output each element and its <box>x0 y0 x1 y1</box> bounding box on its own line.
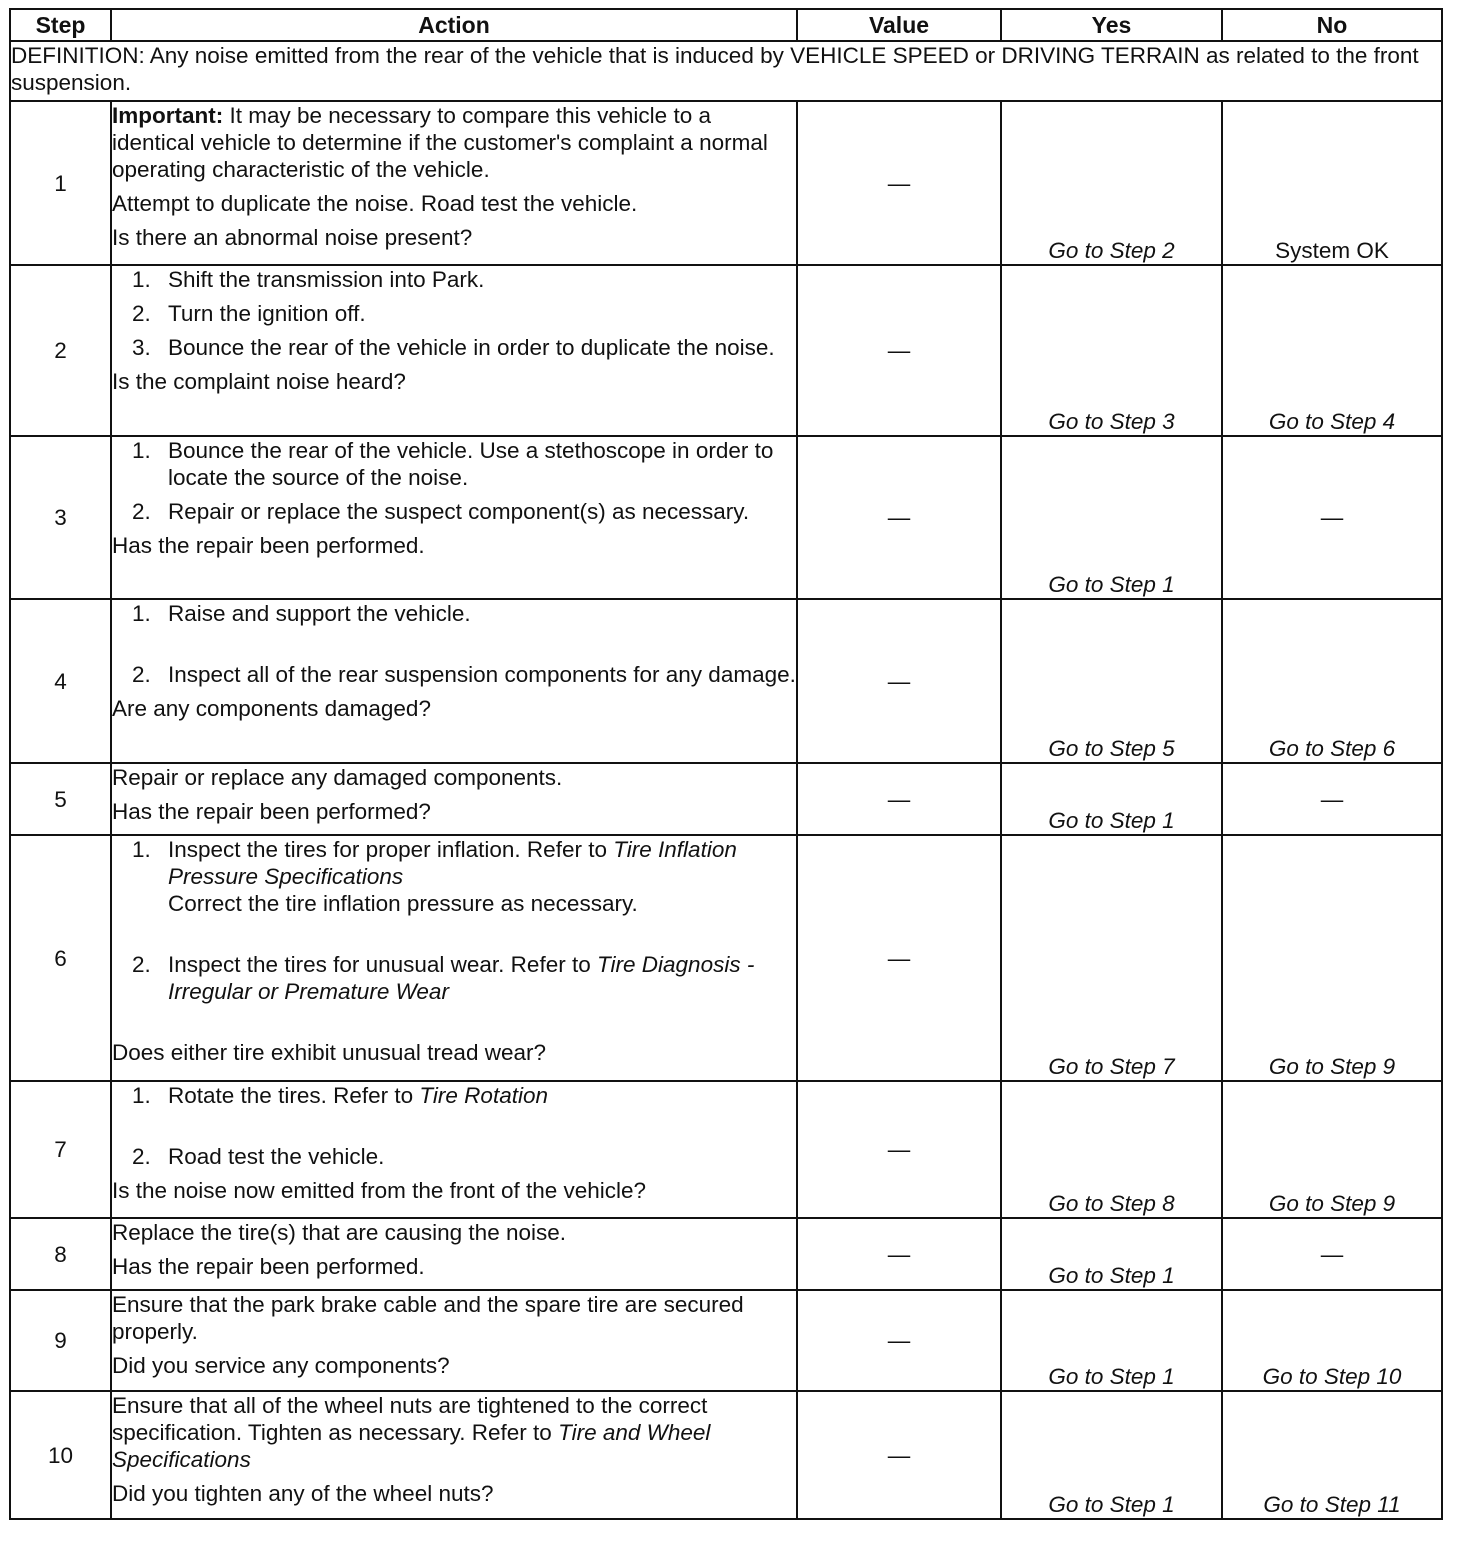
important-text: It may be necessary to compare this vehicle to a identical vehicle to determine if the customer's complaint a normal operating characteristic of the vehicle. <box>112 103 768 182</box>
diagnostic-table <box>9 8 1443 1520</box>
action-line: Repair or replace any damaged components. <box>112 765 563 790</box>
action-question: Has the repair been performed. <box>112 1254 425 1279</box>
value-cell: — <box>797 436 1001 599</box>
reference-link: Tire Rotation <box>419 1083 548 1108</box>
action-question: Is the noise now emitted from the front of the vehicle? <box>112 1178 647 1203</box>
action-sub-line: Correct the tire inflation pressure as necessary. <box>168 891 638 916</box>
value-cell: — <box>797 599 1001 763</box>
no-result: Go to Step 4 <box>1222 265 1442 436</box>
value-cell: — <box>797 101 1001 265</box>
table-row <box>10 763 1442 835</box>
no-result: — <box>1222 1218 1442 1290</box>
table-row <box>10 835 1442 1081</box>
action-list-item: 3. Bounce the rear of the vehicle in order to duplicate the noise. <box>132 335 775 360</box>
table-row <box>10 1391 1442 1519</box>
table-row <box>10 1290 1442 1391</box>
no-result: System OK <box>1222 101 1442 265</box>
action-line: Ensure that the park brake cable and the spare tire are secured properly. <box>112 1292 744 1344</box>
no-result: — <box>1222 436 1442 599</box>
step-number: 8 <box>10 1218 111 1290</box>
action-question: Are any components damaged? <box>112 696 431 721</box>
action-list-item: 2. Repair or replace the suspect component(s) as necessary. <box>132 499 750 524</box>
action-cell <box>111 265 797 436</box>
yes-result: Go to Step 1 <box>1001 1218 1222 1290</box>
header-step: Step <box>10 9 111 41</box>
no-result: Go to Step 11 <box>1222 1391 1442 1519</box>
table-row <box>10 1081 1442 1218</box>
action-question: Does either tire exhibit unusual tread wear? <box>112 1040 546 1065</box>
header-action: Action <box>111 9 797 41</box>
action-cell <box>111 1081 797 1218</box>
yes-result: Go to Step 1 <box>1001 1290 1222 1391</box>
step-number: 4 <box>10 599 111 763</box>
action-line: Ensure that all of the wheel nuts are tightened to the correct specification. Tighten as necessary. Refer to Tire and Wheel Specifications <box>112 1393 711 1472</box>
step-number: 1 <box>10 101 111 265</box>
action-cell <box>111 101 797 265</box>
yes-result: Go to Step 1 <box>1001 1391 1222 1519</box>
step-number: 9 <box>10 1290 111 1391</box>
action-cell <box>111 763 797 835</box>
reference-link: Tire Diagnosis - Irregular or Premature Wear <box>168 952 755 1004</box>
table-row <box>10 599 1442 763</box>
step-number: 6 <box>10 835 111 1081</box>
action-list-item: 1. Raise and support the vehicle. <box>132 601 471 626</box>
table-row <box>10 436 1442 599</box>
action-question: Has the repair been performed? <box>112 799 431 824</box>
definition-row <box>10 41 1442 101</box>
action-question: Did you service any components? <box>112 1353 450 1378</box>
yes-result: Go to Step 2 <box>1001 101 1222 265</box>
action-line: Attempt to duplicate the noise. Road test the vehicle. <box>112 191 638 216</box>
action-question: Is there an abnormal noise present? <box>112 225 473 250</box>
action-list-item: 1. Rotate the tires. Refer to Tire Rotation <box>132 1083 548 1108</box>
table-row <box>10 265 1442 436</box>
no-result: Go to Step 6 <box>1222 599 1442 763</box>
important-note <box>112 102 796 183</box>
action-list-item: 2. Road test the vehicle. <box>132 1144 385 1169</box>
header-row <box>10 9 1442 41</box>
value-cell: — <box>797 763 1001 835</box>
step-number: 7 <box>10 1081 111 1218</box>
step-number: 2 <box>10 265 111 436</box>
step-number: 3 <box>10 436 111 599</box>
action-list-item: 1. Shift the transmission into Park. <box>132 267 485 292</box>
action-cell <box>111 1218 797 1290</box>
step-number: 10 <box>10 1391 111 1519</box>
action-cell <box>111 1290 797 1391</box>
reference-link: Tire Inflation Pressure Specifications <box>168 837 737 889</box>
no-result: Go to Step 9 <box>1222 835 1442 1081</box>
value-cell: — <box>797 1218 1001 1290</box>
value-cell: — <box>797 835 1001 1081</box>
action-line: Replace the tire(s) that are causing the noise. <box>112 1220 566 1245</box>
yes-result: Go to Step 8 <box>1001 1081 1222 1218</box>
reference-link: Tire and Wheel Specifications <box>112 1420 711 1472</box>
table-row <box>10 1218 1442 1290</box>
action-list-item: 2. Turn the ignition off. <box>132 301 366 326</box>
header-yes: Yes <box>1001 9 1222 41</box>
action-list-item: 2. Inspect the tires for unusual wear. Refer to Tire Diagnosis - Irregular or Premature Wear <box>132 952 755 1004</box>
header-value: Value <box>797 9 1001 41</box>
step-number: 5 <box>10 763 111 835</box>
definition-text: DEFINITION: Any noise emitted from the rear of the vehicle that is induced by VEHICLE SPEED or DRIVING TERRAIN as related to the front suspension. <box>10 41 1442 101</box>
no-result: — <box>1222 763 1442 835</box>
value-cell: — <box>797 1081 1001 1218</box>
no-result: Go to Step 10 <box>1222 1290 1442 1391</box>
action-cell <box>111 436 797 599</box>
value-cell: — <box>797 1290 1001 1391</box>
no-result: Go to Step 9 <box>1222 1081 1442 1218</box>
action-cell <box>111 599 797 763</box>
action-question: Has the repair been performed. <box>112 533 425 558</box>
action-question: Is the complaint noise heard? <box>112 369 406 394</box>
value-cell: — <box>797 265 1001 436</box>
yes-result: Go to Step 1 <box>1001 763 1222 835</box>
header-no: No <box>1222 9 1442 41</box>
action-cell <box>111 835 797 1081</box>
table-row <box>10 101 1442 265</box>
yes-result: Go to Step 1 <box>1001 436 1222 599</box>
action-list-item: 2. Inspect all of the rear suspension components for any damage. <box>132 662 796 687</box>
important-label: Important: <box>112 103 224 128</box>
yes-result: Go to Step 3 <box>1001 265 1222 436</box>
action-question: Did you tighten any of the wheel nuts? <box>112 1481 494 1506</box>
value-cell: — <box>797 1391 1001 1519</box>
action-list-item: 1. Inspect the tires for proper inflation. Refer to Tire Inflation Pressure Specifications <box>132 837 737 889</box>
yes-result: Go to Step 7 <box>1001 835 1222 1081</box>
action-list-item: 1. Bounce the rear of the vehicle. Use a stethoscope in order to locate the source of the noise. <box>132 438 774 490</box>
action-cell <box>111 1391 797 1519</box>
yes-result: Go to Step 5 <box>1001 599 1222 763</box>
